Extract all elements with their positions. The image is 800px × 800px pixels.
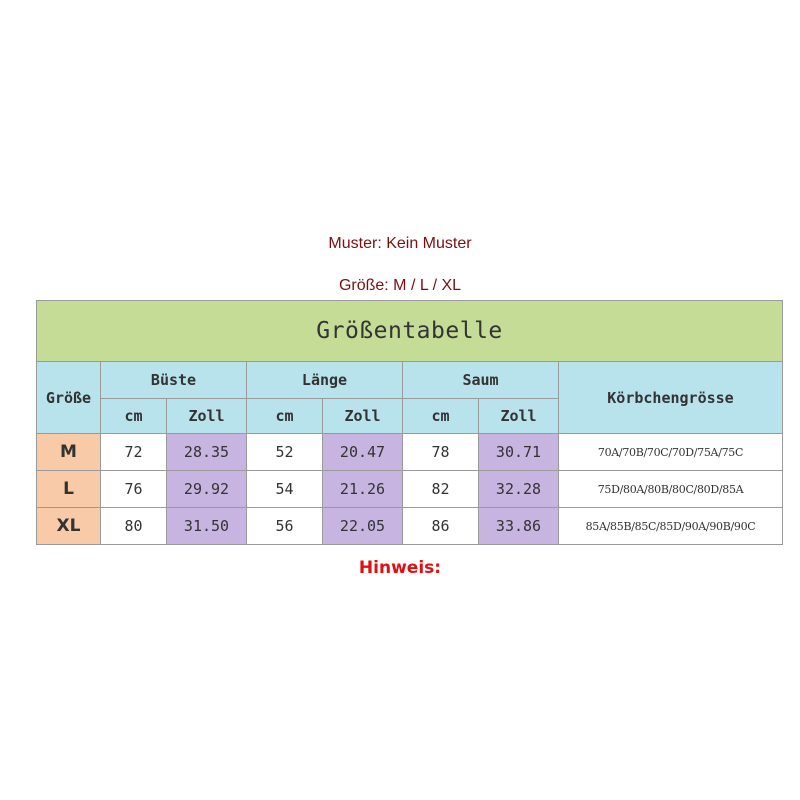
length-zoll-value: 22.05 bbox=[323, 508, 403, 545]
unit-header-bust-zoll: Zoll bbox=[167, 399, 247, 434]
unit-header-length-cm: cm bbox=[247, 399, 323, 434]
length-cm-value: 52 bbox=[247, 434, 323, 471]
size-caption: Größe: M / L / XL bbox=[338, 277, 462, 294]
bust-cm-value: 72 bbox=[101, 434, 167, 471]
bust-zoll-value: 29.92 bbox=[167, 471, 247, 508]
bust-zoll-value: 31.50 bbox=[167, 508, 247, 545]
cup-size-header: Körbchengrösse bbox=[559, 362, 783, 434]
bust-cm-value: 80 bbox=[101, 508, 167, 545]
hem-zoll-value: 30.71 bbox=[479, 434, 559, 471]
unit-header-length-zoll: Zoll bbox=[323, 399, 403, 434]
table-title: Größentabelle bbox=[37, 301, 783, 362]
unit-header-hem-zoll: Zoll bbox=[479, 399, 559, 434]
hem-cm-value: 78 bbox=[403, 434, 479, 471]
unit-header-bust-cm: cm bbox=[101, 399, 167, 434]
size-chart-table bbox=[36, 300, 783, 545]
length-cm-value: 56 bbox=[247, 508, 323, 545]
pattern-caption: Muster: Kein Muster bbox=[328, 235, 472, 252]
size-label: XL bbox=[37, 508, 101, 545]
bust-cm-value: 76 bbox=[101, 471, 167, 508]
hem-cm-value: 86 bbox=[403, 508, 479, 545]
note-label: Hinweis: bbox=[358, 558, 442, 578]
bust-zoll-value: 28.35 bbox=[167, 434, 247, 471]
cup-sizes-value: 75D/80A/80B/80C/80D/85A bbox=[559, 471, 783, 508]
size-label: M bbox=[37, 434, 101, 471]
cup-sizes-value: 85A/85B/85C/85D/90A/90B/90C bbox=[559, 508, 783, 545]
size-column-header: Größe bbox=[37, 362, 101, 434]
hem-header: Saum bbox=[403, 362, 559, 399]
length-zoll-value: 21.26 bbox=[323, 471, 403, 508]
unit-header-hem-cm: cm bbox=[403, 399, 479, 434]
table-row bbox=[37, 434, 783, 471]
table-row bbox=[37, 471, 783, 508]
length-zoll-value: 20.47 bbox=[323, 434, 403, 471]
table-row bbox=[37, 508, 783, 545]
length-header: Länge bbox=[247, 362, 403, 399]
hem-cm-value: 82 bbox=[403, 471, 479, 508]
hem-zoll-value: 33.86 bbox=[479, 508, 559, 545]
hem-zoll-value: 32.28 bbox=[479, 471, 559, 508]
cup-sizes-value: 70A/70B/70C/70D/75A/75C bbox=[559, 434, 783, 471]
bust-header: Büste bbox=[101, 362, 247, 399]
length-cm-value: 54 bbox=[247, 471, 323, 508]
size-label: L bbox=[37, 471, 101, 508]
